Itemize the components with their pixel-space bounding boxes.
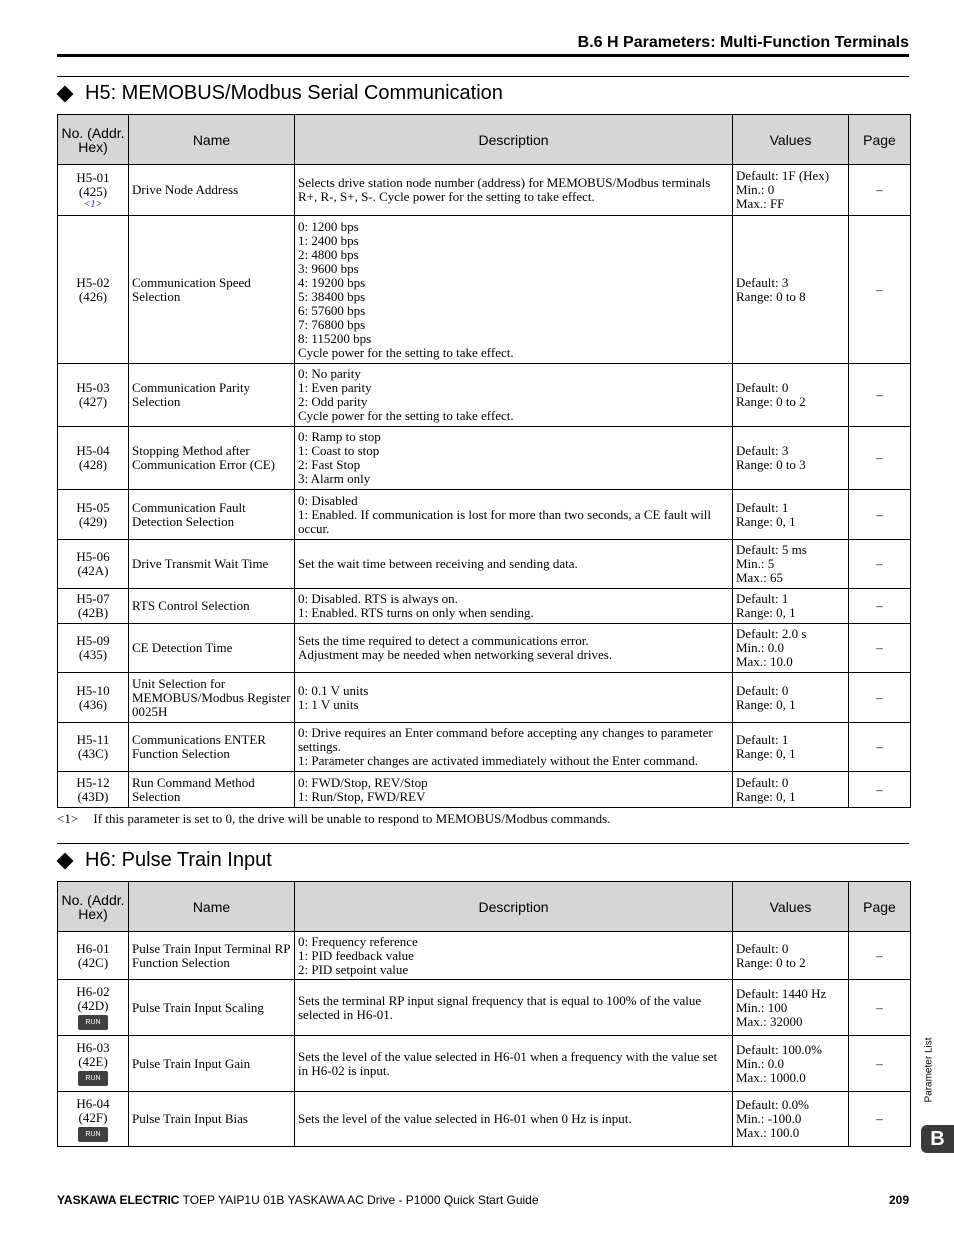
description-line: Sets the level of the value selected in H6-01 when a frequency with the value set in H6-02 is input. [298, 1048, 718, 1078]
description-line: 1: PID feedback value [298, 947, 414, 963]
table-row [58, 540, 911, 589]
footer-doc: TOEP YAIP1U 01B YASKAWA AC Drive - P1000 Quick Start Guide [182, 1193, 539, 1207]
value-line: Default: 1F (Hex) [736, 168, 830, 183]
description-line: 1: Enabled. If communication is lost for more than two seconds, a CE fault will occur. [298, 506, 712, 536]
value-line: Default: 1 [736, 591, 789, 606]
values-cell [733, 589, 849, 624]
diamond-bullet-icon [57, 852, 74, 869]
description-line: 0: Drive requires an Enter command before accepting any changes to parameter settings. [298, 725, 713, 754]
table-row [58, 165, 911, 216]
page-ref-cell: – [849, 427, 911, 490]
value-line: Range: 0 to 2 [736, 954, 806, 970]
col-header-page: Page [849, 115, 911, 165]
param-number: H5-04 [76, 443, 110, 458]
value-line: Range: 0, 1 [736, 605, 796, 620]
header-rule [57, 54, 909, 57]
col-header-values: Values [733, 115, 849, 165]
description-line: 1: Even parity [298, 380, 372, 395]
section-title-text: H5: MEMOBUS/Modbus Serial Communication [85, 82, 503, 104]
param-address: (42A) [77, 563, 109, 578]
param-name-cell: Run Command Method Selection [129, 772, 295, 808]
table-row [58, 932, 911, 980]
param-no-cell [58, 1036, 129, 1092]
param-number: H6-03 [76, 1040, 110, 1055]
description-line: 8: 115200 bps [298, 330, 372, 346]
footer-company: YASKAWA ELECTRIC [57, 1193, 180, 1207]
param-number: H6-04 [76, 1095, 110, 1111]
value-line: Default: 3 [736, 274, 789, 290]
table-row [58, 1036, 911, 1092]
value-line: Max.: 100.0 [736, 1125, 800, 1140]
param-no-cell [58, 490, 129, 540]
value-line: Default: 3 [736, 443, 789, 458]
description-cell [295, 1092, 733, 1147]
value-line: Min.: 0.0 [736, 1055, 785, 1071]
page-ref-cell: – [849, 980, 911, 1036]
description-line: 1: 2400 bps [298, 232, 359, 248]
param-name-cell: Communications ENTER Function Selection [129, 723, 295, 772]
diamond-bullet-icon [57, 85, 74, 102]
running-header: B.6 H Parameters: Multi-Function Terminals [577, 34, 909, 51]
description-line: 0: Disabled [298, 492, 358, 508]
param-address: (42D) [77, 998, 109, 1013]
col-header-description: Description [295, 115, 733, 165]
value-line: Range: 0, 1 [736, 513, 796, 529]
description-line: 1: Run/Stop, FWD/REV [298, 788, 426, 804]
param-no-cell [58, 165, 129, 216]
page-ref-cell: – [849, 490, 911, 540]
param-name-cell: Pulse Train Input Bias [129, 1092, 295, 1147]
footer-left [57, 1193, 539, 1207]
param-name-cell: RTS Control Selection [129, 589, 295, 624]
value-line: Min.: -100.0 [736, 1111, 802, 1126]
values-cell [733, 1092, 849, 1147]
description-line: Sets the terminal RP input signal frequency that is equal to 100% of the value selected in H6-01. [298, 992, 702, 1022]
param-address: (426) [78, 288, 108, 304]
description-cell [295, 216, 733, 364]
col-header-values: Values [733, 882, 849, 932]
param-address: (43D) [77, 788, 109, 804]
param-name-cell: Pulse Train Input Terminal RP Function Selection [129, 932, 295, 980]
description-line: Sets the time required to detect a communications error. [298, 633, 589, 648]
footnote-mark: <1> [57, 811, 79, 826]
section-rule [57, 843, 909, 844]
col-header-page: Page [849, 882, 911, 932]
description-line: 2: 4800 bps [298, 246, 359, 262]
param-name-cell: Communication Speed Selection [129, 216, 295, 364]
page-ref-cell: – [849, 673, 911, 723]
value-line: Min.: 0 [736, 182, 775, 197]
values-cell [733, 216, 849, 364]
value-line: Max.: 32000 [736, 1013, 803, 1029]
param-name-cell: Pulse Train Input Gain [129, 1036, 295, 1092]
values-cell [733, 772, 849, 808]
description-line: 0: Frequency reference [298, 933, 418, 949]
param-no-cell [58, 980, 129, 1036]
page-ref-cell: – [849, 165, 911, 216]
values-cell [733, 723, 849, 772]
param-number: H5-01 [76, 169, 110, 185]
description-line: 6: 57600 bps [298, 302, 366, 318]
value-line: Max.: 65 [736, 570, 783, 585]
description-line: 3: Alarm only [298, 471, 371, 486]
table-row [58, 589, 911, 624]
param-name-cell: Drive Transmit Wait Time [129, 540, 295, 589]
value-line: Default: 1440 Hz [736, 985, 827, 1001]
values-cell [733, 980, 849, 1036]
col-header-no: No. (Addr. Hex) [58, 115, 129, 165]
table-row [58, 723, 911, 772]
value-line: Max.: FF [736, 196, 785, 211]
description-cell [295, 624, 733, 673]
description-cell [295, 490, 733, 540]
description-line: 1: Parameter changes are activated immediately without the Enter command. [298, 753, 698, 768]
param-address: (427) [78, 394, 108, 409]
param-no-cell [58, 673, 129, 723]
param-number: H5-12 [76, 774, 110, 790]
param-number: H5-10 [76, 682, 110, 698]
page-ref-cell: – [849, 216, 911, 364]
param-no-cell [58, 216, 129, 364]
page-ref-cell: – [849, 723, 911, 772]
param-address: (42E) [78, 1054, 108, 1069]
description-cell [295, 427, 733, 490]
col-header-name: Name [129, 882, 295, 932]
param-address: (43C) [77, 746, 109, 761]
section-title-h6 [57, 849, 272, 872]
values-cell [733, 490, 849, 540]
page-ref-cell: – [849, 772, 911, 808]
param-address: (425) [78, 183, 108, 199]
description-line: 2: PID setpoint value [298, 961, 409, 977]
run-icon: RUN [78, 1071, 108, 1086]
param-number: H5-07 [76, 591, 110, 606]
param-name-cell: Stopping Method after Communication Error (CE) [129, 427, 295, 490]
description-line: 2: Fast Stop [298, 457, 361, 472]
page-ref-cell: – [849, 624, 911, 673]
page-ref-cell: – [849, 540, 911, 589]
page-ref-cell: – [849, 364, 911, 427]
description-cell [295, 723, 733, 772]
description-cell [295, 980, 733, 1036]
param-number: H5-09 [76, 633, 110, 648]
description-line: 0: 1200 bps [298, 218, 359, 234]
values-cell [733, 624, 849, 673]
description-line: 0: No parity [298, 366, 361, 381]
col-header-description: Description [295, 882, 733, 932]
description-line: Sets the level of the value selected in H6-01 when 0 Hz is input. [298, 1111, 632, 1126]
param-address: (436) [78, 696, 108, 712]
param-no-cell [58, 932, 129, 980]
description-line: Selects drive station node number (address) for MEMOBUS/Modbus terminals R+, R-, S+, S-. Cycle power for the setting to take effect. [298, 175, 711, 204]
section-rule [57, 76, 909, 77]
value-line: Range: 0, 1 [736, 696, 796, 712]
param-number: H5-05 [76, 499, 110, 515]
table-row [58, 980, 911, 1036]
h6-parameter-table [57, 881, 911, 1147]
page-ref-cell: – [849, 1036, 911, 1092]
table-row [58, 490, 911, 540]
param-address: (428) [78, 457, 108, 472]
description-cell [295, 772, 733, 808]
param-number: H5-06 [76, 549, 110, 564]
description-cell [295, 540, 733, 589]
run-icon: RUN [78, 1015, 108, 1030]
col-header-name: Name [129, 115, 295, 165]
param-no-cell [58, 624, 129, 673]
note-reference: <1> [83, 198, 103, 210]
value-line: Default: 0 [736, 940, 789, 956]
values-cell [733, 932, 849, 980]
value-line: Default: 0 [736, 380, 789, 395]
param-name-cell: Pulse Train Input Scaling [129, 980, 295, 1036]
table-row [58, 772, 911, 808]
description-cell [295, 165, 733, 216]
value-line: Range: 0, 1 [736, 746, 796, 761]
description-line: Set the wait time between receiving and sending data. [298, 556, 578, 571]
description-line: 1: 1 V units [298, 696, 359, 712]
param-address: (42B) [77, 605, 109, 620]
description-line: 7: 76800 bps [298, 316, 366, 332]
values-cell [733, 1036, 849, 1092]
value-line: Default: 0.0% [736, 1097, 809, 1112]
values-cell [733, 364, 849, 427]
value-line: Max.: 10.0 [736, 654, 793, 669]
param-no-cell [58, 540, 129, 589]
param-number: H5-02 [76, 274, 110, 290]
description-line: 5: 38400 bps [298, 288, 366, 304]
value-line: Min.: 0.0 [736, 640, 785, 655]
description-line: Cycle power for the setting to take effect. [298, 408, 514, 423]
param-no-cell [58, 723, 129, 772]
value-line: Range: 0 to 8 [736, 288, 806, 304]
param-no-cell [58, 427, 129, 490]
side-tab-label: Parameter List [923, 1037, 935, 1103]
value-line: Default: 100.0% [736, 1041, 822, 1057]
page-ref-cell: – [849, 932, 911, 980]
param-name-cell: Unit Selection for MEMOBUS/Modbus Register 0025H [129, 673, 295, 723]
param-name-cell: Communication Parity Selection [129, 364, 295, 427]
param-name-cell: Drive Node Address [129, 165, 295, 216]
description-line: 0: 0.1 V units [298, 682, 369, 698]
section-title-text: H6: Pulse Train Input [85, 849, 272, 871]
value-line: Range: 0 to 3 [736, 457, 806, 472]
description-cell [295, 1036, 733, 1092]
table-row [58, 216, 911, 364]
col-header-no: No. (Addr. Hex) [58, 882, 129, 932]
description-line: 2: Odd parity [298, 394, 368, 409]
table-row [58, 1092, 911, 1147]
description-cell [295, 673, 733, 723]
param-address: (435) [78, 647, 108, 662]
description-line: 3: 9600 bps [298, 260, 359, 276]
section-title-h5 [57, 82, 503, 105]
param-no-cell [58, 364, 129, 427]
value-line: Default: 1 [736, 499, 789, 515]
param-name-cell: CE Detection Time [129, 624, 295, 673]
value-line: Range: 0, 1 [736, 788, 796, 804]
values-cell [733, 165, 849, 216]
side-tab-letter: B [921, 1125, 954, 1153]
value-line: Min.: 100 [736, 999, 788, 1015]
param-address: (429) [78, 513, 108, 529]
table-row [58, 427, 911, 490]
param-address: (42F) [78, 1109, 108, 1125]
description-line: Cycle power for the setting to take effect. [298, 344, 514, 360]
param-number: H5-11 [76, 732, 110, 747]
value-line: Default: 5 ms [736, 542, 807, 557]
param-no-cell [58, 772, 129, 808]
description-line: 0: Disabled. RTS is always on. [298, 591, 458, 606]
description-line: 0: Ramp to stop [298, 429, 381, 444]
page-footer [57, 1193, 909, 1207]
table-row [58, 364, 911, 427]
description-cell [295, 364, 733, 427]
footnote [57, 811, 610, 827]
h5-parameter-table [57, 114, 911, 808]
description-line: 0: FWD/Stop, REV/Stop [298, 774, 428, 790]
param-name-cell: Communication Fault Detection Selection [129, 490, 295, 540]
value-line: Max.: 1000.0 [736, 1069, 806, 1085]
value-line: Default: 0 [736, 682, 789, 698]
page-ref-cell: – [849, 589, 911, 624]
values-cell [733, 427, 849, 490]
param-number: H5-03 [76, 380, 110, 395]
param-address: (42C) [77, 954, 109, 970]
page-number: 209 [888, 1193, 909, 1207]
description-line: Adjustment may be needed when networking several drives. [298, 647, 613, 662]
param-number: H6-02 [76, 984, 110, 999]
value-line: Range: 0 to 2 [736, 394, 806, 409]
values-cell [733, 540, 849, 589]
table-row [58, 624, 911, 673]
value-line: Default: 2.0 s [736, 626, 807, 641]
value-line: Default: 0 [736, 774, 789, 790]
description-line: 1: Enabled. RTS turns on only when sending. [298, 605, 534, 620]
value-line: Min.: 5 [736, 556, 775, 571]
description-cell [295, 932, 733, 980]
values-cell [733, 673, 849, 723]
run-icon: RUN [78, 1127, 108, 1142]
description-line: 1: Coast to stop [298, 443, 380, 458]
footnote-text: If this parameter is set to 0, the drive will be unable to respond to MEMOBUS/Modbus commands. [93, 811, 611, 826]
param-no-cell [58, 589, 129, 624]
param-number: H6-01 [76, 940, 110, 956]
param-no-cell [58, 1092, 129, 1147]
description-line: 4: 19200 bps [298, 274, 366, 290]
description-cell [295, 589, 733, 624]
table-row [58, 673, 911, 723]
page-ref-cell: – [849, 1092, 911, 1147]
value-line: Default: 1 [736, 732, 789, 747]
